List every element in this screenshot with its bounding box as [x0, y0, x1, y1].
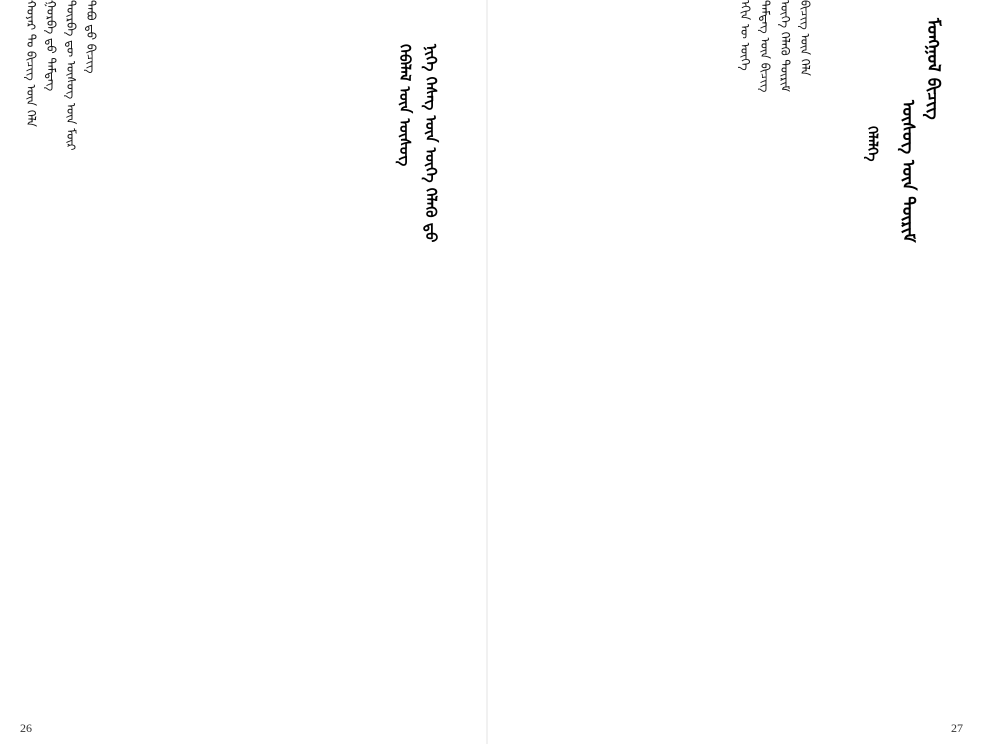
right-body-col-4: ᠪᠢᠴᠢᠭ ᠦᠨ ᠬᠡᠯᠡ [798, 0, 812, 76]
right-body-col-1: ᠡᠬᠢᠨ ᠦ ᠦᠭᠡ [738, 0, 752, 71]
left-body-col-2: ᠭᠤᠷᠪᠠ ᠳ᠋ᠤ ᠲᠡᠮᠳᠡᠭ [44, 0, 58, 92]
left-heading [392, 44, 418, 264]
left-body-col-3: ᠳᠥᠷᠪᠡ ᠳᠦ ᠦᠰᠦᠭ ᠦᠨ ᠮᠥᠷ [64, 0, 78, 151]
page-number-right: 27 [951, 721, 963, 735]
left-heading-2-text: ᠨᠢᠭᠡ ᠬᠡᠰᠡᠭ ᠦᠨ ᠦᠭᠡ ᠬᠡᠯᠡᠬᠦ ᠳ᠋ᠤ [422, 44, 440, 243]
left-page [0, 0, 488, 744]
right-title-1: ᠮᠣᠩᠭᠣᠯ ᠪᠢᠴᠢᠭ [923, 18, 943, 120]
left-heading-text: ᠬᠡᠪᠡᠯᠡᠯ ᠦᠨ ᠦᠰᠦᠭ [396, 44, 414, 167]
right-title-2: ᠦᠰᠦᠭ ᠦᠨ ᠳᠦᠷᠢᠮ [898, 100, 918, 243]
right-page [488, 0, 985, 744]
right-body-col-3: ᠦᠭᠡ ᠬᠡᠯᠡᠬᠦ ᠳᠦᠷᠢᠮ [778, 0, 792, 93]
right-body-col-2: ᠲᠡᠮᠳᠡᠭ ᠦᠨ ᠪᠢᠴᠢᠭ [758, 0, 772, 93]
page-number-left: 26 [20, 721, 32, 735]
left-body-col-1: ᠬᠣᠶᠠᠷ ᠲᠤ ᠪᠢᠴᠢᠭ ᠦᠨ ᠬᠡᠯᠡ [24, 0, 38, 127]
left-heading-2 [418, 44, 444, 264]
left-body-col-4: ᠲᠠᠪᠤ ᠳ᠋ᠤ ᠪᠢᠴᠢᠭ [84, 0, 98, 74]
right-title-3: ᠬᠡᠯᠡᠯᠭᠡ [864, 126, 880, 162]
